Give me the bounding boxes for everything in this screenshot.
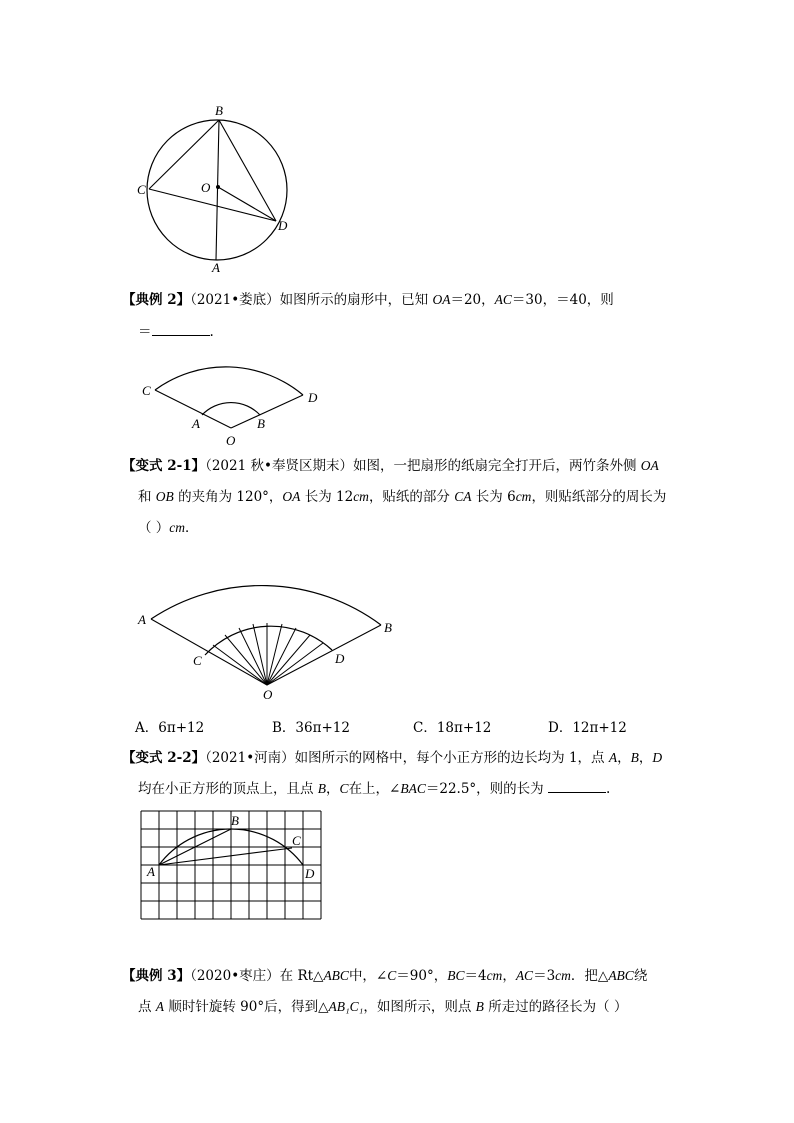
center-point (216, 185, 220, 189)
edge-DO (231, 395, 303, 428)
answer-blank (548, 780, 606, 793)
example3-line1: 【典例 3】（2020•枣庄）在 Rt△ABC中，∠C＝90°，BC＝4cm，AC＝3cm．把△ABC绕 (122, 968, 648, 984)
outer-arc (155, 367, 303, 395)
label-O: O (263, 687, 273, 702)
option-c[interactable]: C．18π+12 (413, 720, 492, 736)
inner-arc (202, 403, 260, 415)
segment-AC (159, 848, 292, 865)
label-C: C (292, 833, 301, 848)
chord-BD (219, 120, 276, 221)
label-O: O (226, 433, 236, 448)
label-C: C (142, 383, 151, 398)
label-A: A (138, 612, 146, 627)
label-D: D (308, 390, 318, 405)
chord-BA (216, 120, 219, 260)
variant21-line1: 【变式 2-1】（2021 秋•奉贤区期末）如图，一把扇形的纸扇完全打开后，两竹条外侧 OA (122, 458, 659, 474)
chord-BC (149, 120, 219, 189)
variant21-line2: 和 OB 的夹角为 120°，OA 长为 12cm，贴纸的部分 CA 长为 6cm，则贴纸部分的周长为 (138, 489, 667, 505)
sector-figure (135, 345, 335, 450)
option-a[interactable]: A．6π+12 (135, 720, 205, 736)
label-D: D (278, 218, 288, 233)
outer-arc (151, 586, 381, 625)
option-b[interactable]: B．36π+12 (272, 720, 350, 736)
label-C: C (193, 653, 202, 668)
label-D: D (305, 866, 315, 881)
variant22-line1: 【变式 2-2】（2021•河南）如图所示的网格中，每个小正方形的边长均为 1，点 A，B，D (122, 750, 663, 766)
answer-blank (152, 323, 210, 336)
label-A: A (212, 260, 220, 275)
label-D: D (335, 651, 345, 666)
variant21-tag: 【变式 2-1】 (122, 458, 206, 474)
example3-tag: 【典例 3】 (122, 968, 191, 984)
label-A: A (192, 416, 200, 431)
example2-tag: 【典例 2】 (122, 292, 191, 308)
fan-figure (135, 535, 400, 703)
chord-CD (149, 189, 276, 221)
radius-OD (218, 187, 276, 221)
variant22-tag: 【变式 2-2】 (122, 750, 206, 766)
edge-BO (267, 625, 381, 685)
label-O: O (201, 180, 211, 195)
example2-line2: ＝ . (138, 324, 214, 340)
example3-line2: 点 A 顺时针旋转 90°后，得到△AB₁C₁，如图所示，则点 B 所走过的路径长为（ ） (138, 999, 628, 1015)
label-B: B (384, 620, 392, 635)
label-B: B (257, 416, 265, 431)
label-C: C (137, 182, 146, 197)
option-d[interactable]: D．12π+12 (548, 720, 627, 736)
example2-line1: 【典例 2】（2021•娄底）如图所示的扇形中，已知 OA＝20，AC＝30，＝40，则 (122, 292, 614, 308)
label-B: B (215, 103, 223, 118)
label-A: A (147, 864, 155, 879)
variant21-line3: （ ）cm． (138, 520, 199, 536)
variant22-line2: 均在小正方形的顶点上，且点 B，C在上，∠BAC＝22.5°，则的长为 . (138, 781, 611, 797)
circle-figure (130, 100, 300, 275)
label-B: B (231, 813, 239, 828)
grid-figure (135, 808, 335, 926)
fan-ribs (213, 623, 323, 685)
